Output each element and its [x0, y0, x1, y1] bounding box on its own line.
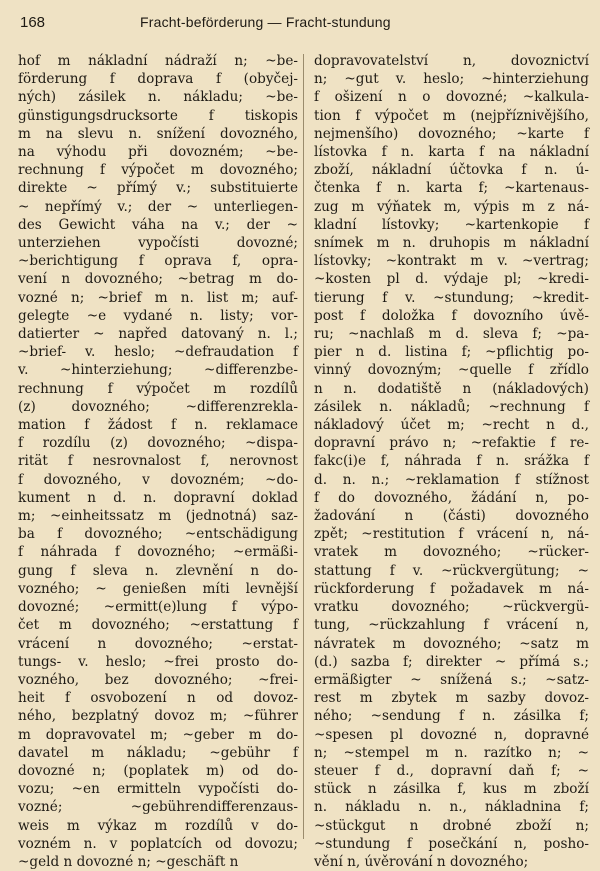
entry-line: zpět; ~restitution f vrácení n, ná-: [314, 526, 589, 543]
entry-line: f ošizení n o dovozné; ~kalkula-: [314, 89, 589, 106]
entry-line: nejmenšího) dovozného; ~karte f: [314, 125, 589, 142]
entry-line: gung f sleva n. zlevnění n do-: [18, 562, 298, 579]
entry-line: dovozné; ~ermitt(e)lung f výpo-: [18, 599, 298, 616]
entry-line: f do dovozného, žádání n, po-: [314, 489, 589, 506]
entry-line: tion f výpočet m (nejpříznivějšího,: [314, 107, 589, 124]
entry-line: vozného; ~ genießen míti levnější: [18, 580, 298, 597]
entry-line: ~geld n dovozné n; ~geschäft n: [18, 853, 239, 870]
entry-line: dovozné n; (poplatek m) od do-: [18, 762, 298, 779]
entry-line: pier n d. listina f; ~pflichtig po-: [314, 344, 589, 361]
entry-line: zboží, nákladní účtovka f n. ú-: [314, 162, 589, 179]
entry-line: rechnung f výpočet m rozdílů: [18, 380, 298, 397]
page-number: 168: [20, 14, 46, 31]
entry-line: vinný dovozným; ~quelle f zřídlo: [314, 362, 589, 379]
entry-line: žadování n (části) dovozného: [314, 508, 589, 525]
entry-line: günstigungsdrucksorte f tiskopis: [18, 107, 298, 124]
entry-line: tung, ~rückzahlung f vrácení n,: [314, 617, 589, 634]
entry-line: kladní lístovky; ~kartenkopie f: [314, 216, 589, 233]
entry-line: dopravní právo n; ~refaktie f re-: [314, 435, 589, 452]
entry-line: stattung f v. ~rückvergütung; ~: [314, 562, 589, 579]
entry-line: na výhodu při dovozném; ~be-: [18, 144, 298, 161]
entry-line: rität f nesrovnalost f, nerovnost: [18, 453, 298, 470]
entry-line: vozu; ~en ermitteln vypočísti do-: [18, 781, 298, 798]
left-column: [18, 52, 298, 870]
entry-line: (z) dovozného; ~differenzrekla-: [18, 398, 298, 415]
entry-line: mation f žádost f n. reklamace: [18, 417, 298, 434]
entry-line: ~brief- v. heslo; ~defraudation f: [18, 344, 298, 361]
entry-line: návratek m dovozného; ~satz m: [314, 635, 589, 652]
entry-line: rechnung f výpočet m dovozného;: [18, 162, 298, 179]
entry-line: rest m zbytek m sazby dovoz-: [314, 690, 589, 707]
entry-line: ~ nepřímý v.; der ~ unterliegen-: [18, 198, 298, 215]
entry-line: weis m výkaz m rozdílů v do-: [18, 817, 298, 834]
entry-line: förderung f doprava f (obyčej-: [18, 71, 298, 88]
entry-line: f náhrada f dovozného; ~ermäßi-: [18, 544, 298, 561]
entry-line: heit f osvobození n od dovoz-: [18, 690, 298, 707]
entry-line: v. ~hinterziehung; ~differenzbe-: [18, 362, 298, 379]
column-divider: [303, 54, 304, 839]
entry-line: vozném n. v poplatcích od dovozu;: [18, 835, 298, 852]
entry-line: ~spesen pl dovozné n, dopravné: [314, 726, 589, 743]
entry-line: ného; ~sendung f n. zásilka f;: [314, 708, 589, 725]
entry-line: d. n. n.; ~reklamation f stížnost: [314, 471, 589, 488]
entry-line: ných) zásilek n. nákladu; ~be-: [18, 89, 298, 106]
entry-line: post f doložka f dovozního úvě-: [314, 307, 589, 324]
entry-line: ~stückgut n drobné zboží n;: [314, 817, 589, 834]
entry-line: unterziehen vypočísti dovozné;: [18, 235, 298, 252]
entry-line: vozné; ~gebührendifferenzaus-: [18, 799, 298, 816]
entry-line: snímek m n. druhopis m nákladní: [314, 235, 589, 252]
entry-line: kument n d. n. dopravní doklad: [18, 489, 298, 506]
entry-line: vozné n; ~brief m n. list m; auf-: [18, 289, 298, 306]
entry-line: čtenka f n. karta f; ~kartenaus-: [314, 180, 589, 197]
entry-line: vozného, bez dovozného; ~frei-: [18, 671, 298, 688]
entry-line: gelegte ~e vydané n. listy; vor-: [18, 307, 298, 324]
entry-line: lístovka f n. karta f na nákladní: [314, 144, 589, 161]
entry-line: steuer f d., dopravní daň f; ~: [314, 762, 589, 779]
entry-line: lístovky; ~kontrakt m v. ~vertrag;: [314, 253, 589, 270]
entry-line: n n. dodatiště n (nákladových): [314, 380, 589, 397]
entry-line: n. nákladu n. n., nákladnina f;: [314, 799, 589, 816]
entry-line: zug m výňatek m, výpis m z ná-: [314, 198, 589, 215]
entry-line: tierung f v. ~stundung; ~kredit-: [314, 289, 589, 306]
entry-line: ermäßigter ~ snížená s.; ~satz-: [314, 671, 589, 688]
entry-line: ba f dovozného; ~entschädigung: [18, 526, 298, 543]
entry-line: rückforderung f požadavek m ná-: [314, 580, 589, 597]
entry-line: direkte ~ přímý v.; substituierte: [18, 180, 298, 197]
entry-line: ru; ~nachlaß m d. sleva f; ~pa-: [314, 326, 589, 343]
entry-line: fakc(i)e f, náhrada f n. srážka f: [314, 453, 589, 470]
entry-line: n; ~gut v. heslo; ~hinterziehung: [314, 71, 589, 88]
entry-line: f rozdílu (z) dovozného; ~dispa-: [18, 435, 298, 452]
entry-line: vratek m dovozného; ~rücker-: [314, 544, 589, 561]
entry-line: vrácení n dovozného; ~erstat-: [18, 635, 298, 652]
entry-line: ~berichtigung f oprava f, opra-: [18, 253, 298, 270]
page-header: [0, 0, 600, 40]
entry-line: ~stundung f posečkání n, posho-: [314, 835, 589, 852]
entry-line: stück n zásilka f, kus m zboží: [314, 781, 589, 798]
entry-line: vratku dovozného; ~rückvergü-: [314, 599, 589, 616]
running-head: Fracht-beförderung — Fracht-stundung: [140, 14, 391, 30]
entry-line: vění n, úvěrování n dovozného;: [314, 853, 529, 870]
entry-line: hof m nákladní nádraží n; ~be-: [18, 53, 298, 69]
entry-line: dopravovatelství n, dovoznictví: [314, 53, 589, 69]
entry-line: datierter ~ napřed datovaný n. l.;: [18, 326, 298, 343]
entry-line: m dopravovatel m; ~geber m do-: [18, 726, 298, 743]
entry-line: ~kosten pl d. výdaje pl; ~kredi-: [314, 271, 589, 288]
entry-line: n; ~stempel m n. razítko n; ~: [314, 744, 589, 761]
entry-line: des Gewicht váha na v.; der ~: [18, 216, 298, 233]
entry-line: vení n dovozného; ~betrag m do-: [18, 271, 298, 288]
entry-line: čet m dovozného; ~erstattung f: [18, 617, 298, 634]
entry-line: tungs- v. heslo; ~frei prosto do-: [18, 653, 298, 670]
entry-line: (d.) sazba f; direkter ~ přímá s.;: [314, 653, 589, 670]
entry-line: zásilek n. nákladů; ~rechnung f: [314, 398, 589, 415]
right-column: [314, 52, 589, 870]
entry-line: ného, bezplatný dovoz m; ~führer: [18, 708, 298, 725]
entry-line: m na slevu n. snížení dovozného,: [18, 125, 298, 142]
entry-line: f dovozného, v dovozném; ~do-: [18, 471, 298, 488]
entry-line: m; ~einheitssatz m (jednotná) saz-: [18, 508, 298, 525]
entry-line: davatel m nákladu; ~gebühr f: [18, 744, 298, 761]
entry-line: nákladový účet m; ~recht n d.,: [314, 417, 589, 434]
